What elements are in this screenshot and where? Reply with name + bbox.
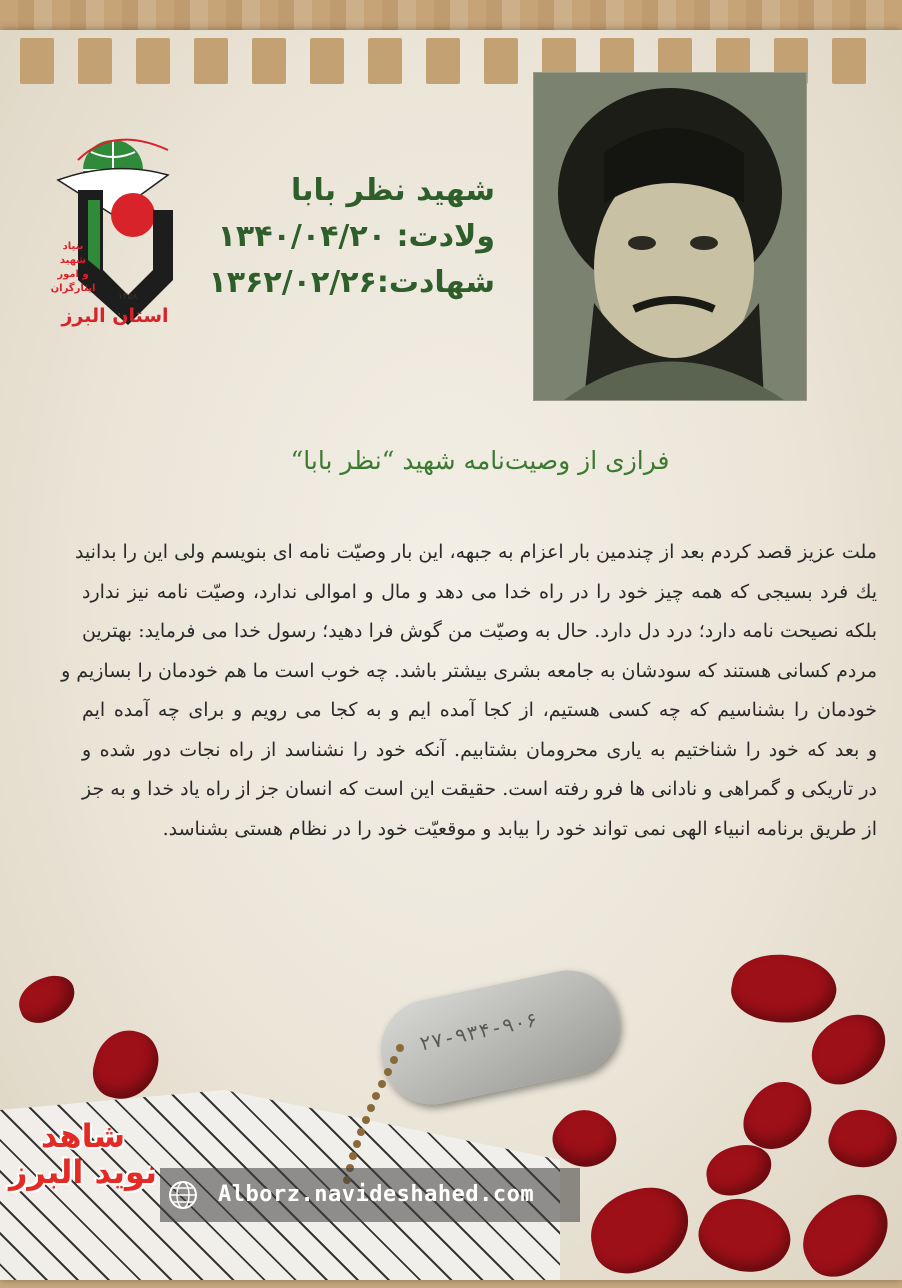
hole: [484, 38, 518, 84]
martyr-name: شهید نظر بابا: [291, 173, 495, 208]
hole: [78, 38, 112, 84]
martyr-portrait: [533, 72, 807, 401]
hole: [310, 38, 344, 84]
dog-tag-number: ۲۷-۹۳۴-۹۰۶: [417, 1007, 540, 1056]
will-text: [61, 533, 877, 849]
globe-icon: [168, 1180, 198, 1210]
will-heading: فرازی از وصیت‌نامه شهید “نظر بابا“: [290, 446, 670, 475]
hole: [368, 38, 402, 84]
website-link[interactable]: Alborz.navideshahed.com: [218, 1182, 535, 1207]
brand-line: شاهد: [40, 1117, 126, 1155]
hole: [136, 38, 170, 84]
hole: [252, 38, 286, 84]
will-line: ملت عزیز قصد کردم بعد از چندمین بار اعزام به جبهه، این بار وصیّت نامه ای بنویسم ولی این را بدانید: [74, 541, 877, 563]
death-date: شهادت:۱۳۶۲/۰۲/۲۶: [208, 265, 495, 300]
hole: [20, 38, 54, 84]
logo-year: ۱۳۵۸: [118, 292, 138, 302]
tulip-icon: [111, 193, 155, 237]
will-line: یك فرد بسیجی که همه چیز خود را در راه خدا می دهد و مال و اموالی ندارد، وصیّت نامه نیز ندارد: [82, 580, 877, 603]
brand-logo: [8, 1118, 158, 1198]
birth-date: ولادت: ۱۳۴۰/۰۴/۲۰: [217, 219, 495, 254]
will-line: مردم کسانی هستند که سودشان به جامعه بشری بیشتر باشد. چه خوب است ما هم خودمان را بسازیم و: [61, 659, 877, 682]
logo-province: استان البرز: [61, 305, 169, 327]
logo-org-line: و امور ایثارگران: [50, 269, 96, 294]
will-line: در تاریکی و گمراهی و نادانی ها فرو رفته است. حقیقت این است که انسان جز از راه یاد خدا و به جز: [82, 778, 877, 800]
will-line: از طریق برنامه انبیاء الهی نمی تواند خود را بیابد و موقعیّت خود را در نظام هستی بشناسد.: [162, 817, 877, 840]
hole: [194, 38, 228, 84]
hole: [832, 38, 866, 84]
will-line: بلکه نصیحت نامه دارد؛ درد دل دارد. حال به وصیّت من گوش فرا دهید؛ رسول خدا می فرماید: بهترین: [82, 620, 877, 642]
will-line: خودمان را بشناسیم که چه کسی هستیم، از کجا آمده ایم و به کجا می رویم و برای چه آمده ایم: [82, 699, 877, 721]
brand-line: نوید البرز: [8, 1153, 158, 1191]
logo-org-line: بنیاد: [62, 241, 84, 252]
martyr-foundation-logo: [38, 120, 188, 335]
logo-org-line: شهید: [59, 255, 87, 266]
will-line: و بعد که خود را شناختیم به یاری محرومان بشتابیم. آنکه خود را نشناسد از راه نجات دور شده و: [82, 738, 877, 761]
logo-org-name: [38, 240, 108, 296]
martyr-info: [195, 168, 495, 306]
hole: [426, 38, 460, 84]
